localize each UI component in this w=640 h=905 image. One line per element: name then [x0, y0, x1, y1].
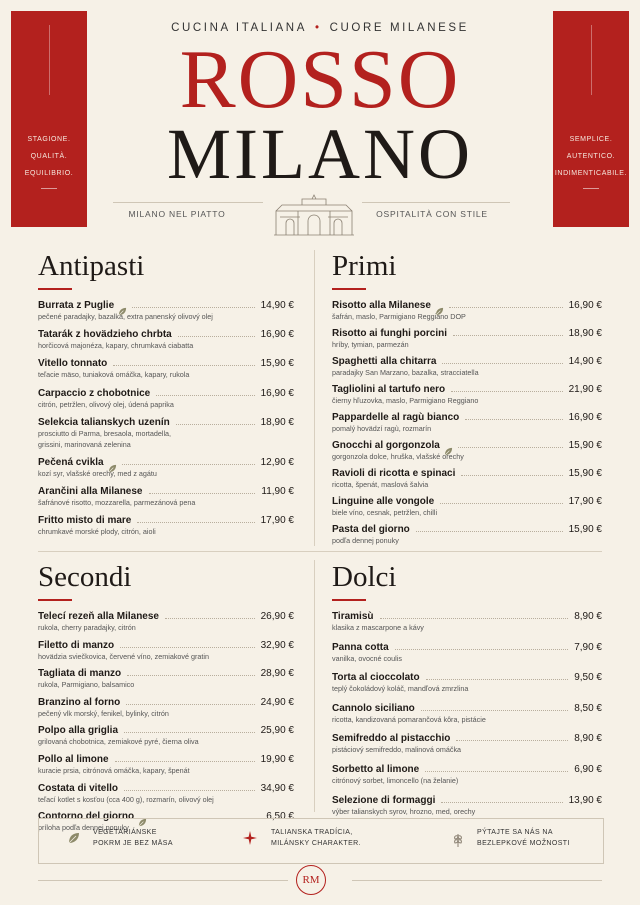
menu-item [38, 754, 294, 776]
menu-item-price: 15,90 € [568, 440, 602, 451]
menu-item-name: Branzino al forno [38, 696, 121, 708]
menu-item-price: 16,90 € [568, 300, 602, 311]
menu-item-description: pomalý hovädzí ragù, rozmarín [332, 424, 432, 433]
section-title-dolci: Dolci [332, 561, 397, 593]
leaf-icon [444, 443, 452, 451]
menu-item [332, 440, 602, 462]
menu-item-description: paradajky San Marzano, bazalka, stracciatella [332, 368, 479, 377]
menu-item [332, 703, 602, 725]
menu-item [38, 417, 294, 450]
menu-item-price: 8,50 € [574, 702, 602, 714]
menu-item-description: grissini, marinovaná zelenina [38, 439, 131, 449]
menu-item-price: 28,90 € [260, 668, 294, 680]
menu-item-name: Panna cotta [332, 641, 389, 653]
menu-item-description: ricotta, kandizovaná pomarančová kôra, pistácie [332, 714, 486, 724]
menu-item-price: 11,90 € [261, 486, 294, 498]
menu-item-price: 14,90 € [260, 300, 294, 311]
header-tagline: CUCINA ITALIANA • CUORE MILANESE [171, 22, 469, 34]
arch-building-icon [272, 193, 356, 237]
menu-item-name: Tagliolini al tartufo nero [332, 384, 446, 395]
title-milano: MILANO [167, 114, 473, 194]
menu-item-name: Fritto misto di mare [38, 515, 132, 527]
menu-item [38, 668, 294, 690]
menu-item [332, 468, 602, 490]
menu-item-name: Carpaccio z chobotnice [38, 387, 151, 399]
menu-item-description: teplý čokoládový koláč, mandľová zmrzlina [332, 684, 469, 694]
menu-item-description: kuracie prsia, citrónová omáčka, kapary, špenát [38, 765, 190, 775]
menu-item-name: Torta al cioccolato [332, 672, 420, 684]
menu-item-name: Tiramisù [332, 611, 374, 622]
menu-item-description: šafrán, maslo, Parmigiano Reggiano DOP [332, 312, 466, 321]
menu-item-price: 12,90 € [260, 456, 294, 468]
menu-item-description: teľací kotlet s kosťou (cca 400 g), rozmarín, olivový olej [38, 794, 214, 804]
menu-item-price: 17,90 € [568, 496, 602, 507]
menu-item-price: 8,90 € [574, 611, 602, 622]
leaf-icon [118, 303, 126, 311]
menu-item-price: 16,90 € [260, 329, 294, 341]
menu-item-description: hovädzia sviečkovica, červené víno, zemiakové gratin [38, 651, 209, 661]
star-icon [243, 831, 257, 845]
menu-item [332, 356, 602, 378]
leaf-icon [435, 303, 443, 311]
menu-item-name: Selekcia talianskych uzenín [38, 416, 170, 428]
menu-item [38, 300, 294, 322]
menu-item-name: Tagliata di manzo [38, 668, 122, 680]
menu-item-name: Tatarák z hovädzieho chrbta [38, 329, 172, 341]
wheat-icon [451, 831, 465, 847]
menu-item-name: Selezione di formaggi [332, 794, 436, 806]
section-title-antipasti: Antipasti [38, 250, 145, 282]
menu-item-price: 21,90 € [568, 384, 602, 395]
title-rosso: ROSSO [179, 33, 461, 126]
menu-item-price: 7,90 € [574, 641, 602, 653]
menu-item-name: Pappardelle al ragù bianco [332, 412, 460, 423]
leaf-icon [108, 460, 116, 468]
menu-item-description: gorgonzola dolce, hruška, vlašské orechy [332, 452, 464, 461]
menu-item-price: 16,90 € [568, 412, 602, 423]
leaf-icon [67, 831, 81, 845]
menu-item-description: kozí syr, vlašské orechy, med z agátu [38, 468, 157, 478]
menu-item-name: Filetto di manzo [38, 639, 115, 651]
menu-item-name: Linguine alle vongole [332, 496, 435, 507]
menu-item [38, 783, 294, 805]
section-secondi [38, 561, 294, 840]
menu-item-description: šafránové risotto, mozzarella, parmezánová pena [38, 498, 196, 508]
menu-item-price: 25,90 € [260, 725, 294, 737]
menu-item [332, 733, 602, 755]
subtitle-left: MILANO NEL PIATTO [128, 209, 226, 219]
menu-item-description: pistáciový semifreddo, malinová omáčka [332, 745, 462, 755]
menu-item-description: grilovaná chobotnica, zemiakové pyré, čierna oliva [38, 737, 199, 747]
menu-item-description: biele víno, cesnak, petržlen, chilli [332, 508, 438, 517]
menu-item-name: Contorno del giorno [38, 811, 135, 823]
menu-item [332, 524, 602, 546]
monogram-logo: RM [296, 865, 326, 895]
menu-item [38, 358, 294, 380]
menu-item-price: 14,90 € [568, 356, 602, 367]
veg-note: VEGETARIÁNSKE POKRM JE BEZ MÄSA [93, 829, 173, 847]
menu-item-price: 34,90 € [260, 782, 294, 794]
menu-item [38, 329, 294, 351]
menu-item [38, 640, 294, 662]
menu-item-name: Semifreddo al pistacchio [332, 733, 451, 745]
menu-item-price: 6,50 € [266, 811, 294, 823]
menu-item-name: Costata di vitello [38, 782, 119, 794]
menu-item-description: podľa dennej ponuky [332, 536, 399, 545]
menu-item-name: Risotto ai funghi porcini [332, 328, 447, 339]
section-title-secondi: Secondi [38, 561, 132, 593]
menu-item-description: chrumkavé morské plody, citrón, aioli [38, 527, 156, 537]
menu-item-name: Polpo alla griglia [38, 725, 119, 737]
menu-item-price: 26,90 € [260, 611, 294, 622]
menu-item-description: výber talianskych syrov, hrozno, med, orechy [332, 806, 476, 816]
menu-item-description: citrón, petržlen, olivový olej, údená paprika [38, 399, 174, 409]
menu-item-name: Spaghetti alla chitarra [332, 356, 437, 367]
menu-item-name: Burrata z Puglie [38, 300, 115, 311]
menu-item-price: 16,90 € [260, 387, 294, 399]
menu-item [38, 725, 294, 747]
menu-item-price: 6,90 € [574, 763, 602, 775]
section-title-primi: Primi [332, 250, 397, 282]
menu-item-name: Ravioli di ricotta e spinaci [332, 468, 456, 479]
menu-item-description: rukola, cherry paradajky, citrón [38, 623, 136, 632]
menu-item-description: horčicová majonéza, kapary, chrumkavá ciabatta [38, 341, 194, 351]
subtitle-right: OSPITALITÀ CON STILE [376, 209, 488, 219]
menu-item-description: prosciutto di Parma, bresaola, mortadella, [38, 428, 172, 438]
menu-item-name: Pollo al limone [38, 753, 109, 765]
menu-item-price: 15,90 € [568, 468, 602, 479]
footer-legend [38, 818, 604, 864]
menu-item-description: klasika z mascarpone a kávy [332, 623, 424, 632]
menu-item [332, 672, 602, 694]
menu-item-description: vanilka, ovocné coulis [332, 653, 402, 663]
menu-item-name: Risotto alla Milanese [332, 300, 431, 311]
menu-item [332, 795, 602, 817]
menu-item [332, 611, 602, 633]
menu-item [38, 486, 294, 508]
menu-item-description: ricotta, špenát, maslová šalvia [332, 480, 429, 489]
menu-item-price: 13,90 € [568, 794, 602, 806]
menu-item [332, 384, 602, 406]
menu-item [332, 328, 602, 350]
menu-item [332, 300, 602, 322]
left-banner-text: STAGIONE. QUALITÀ. EQUILIBRIO. [24, 136, 74, 177]
menu-item-description: čierny hľuzovka, maslo, Parmigiano Reggiano [332, 396, 479, 405]
menu-item [38, 611, 294, 633]
menu-item-description: pečený vlk morský, fenikel, bylinky, citrón [38, 708, 169, 718]
tradition-note: TALIANSKA TRADÍCIA, MILÁNSKY CHARAKTER. [271, 829, 361, 847]
menu-item-price: 32,90 € [260, 639, 294, 651]
menu-item-name: Pečená cvikla [38, 456, 104, 468]
menu-item-price: 24,90 € [260, 696, 294, 708]
gluten-note: PÝTAJTE SA NÁS NA BEZLEPKOVÉ MOŽNOSTI [477, 829, 570, 847]
menu-item [38, 697, 294, 719]
menu-item-description: citrónový sorbet, limoncello (na želanie) [332, 775, 459, 785]
menu-item-price: 15,90 € [260, 358, 294, 370]
menu-item-price: 15,90 € [568, 524, 602, 535]
menu-item [332, 496, 602, 518]
section-antipasti [38, 250, 294, 545]
menu-item-price: 18,90 € [568, 328, 602, 339]
menu-item-name: Cannolo siciliano [332, 702, 415, 714]
menu-item [38, 457, 294, 479]
menu-item-name: Vitello tonnato [38, 358, 108, 370]
menu-item-price: 8,90 € [574, 733, 602, 745]
menu-item [332, 642, 602, 664]
menu-item [332, 764, 602, 786]
menu-item-price: 17,90 € [260, 515, 294, 527]
menu-item-name: Pasta del giorno [332, 524, 410, 535]
menu-item-description: pečené paradajky, bazalka, extra panenský olivový olej [38, 312, 213, 321]
right-banner-text: SEMPLICE. AUTENTICO. INDIMENTICABILE. [554, 136, 628, 177]
menu-item-name: Arančini alla Milanese [38, 486, 143, 498]
menu-item [38, 388, 294, 410]
menu-item-name: Sorbetto al limone [332, 763, 420, 775]
menu-item-description: príloha podľa dennej ponuky [38, 823, 129, 833]
menu-item-name: Gnocchi al gorgonzola [332, 440, 440, 451]
menu-item [38, 515, 294, 537]
menu-item-description: rukola, Parmigiano, balsamico [38, 680, 135, 690]
menu-item-name: Telecí rezeň alla Milanese [38, 611, 159, 622]
section-primi [332, 250, 602, 552]
menu-item [332, 412, 602, 434]
menu-item-price: 9,50 € [574, 672, 602, 684]
menu-item-description: teľacie mäso, tuniaková omáčka, kapary, rukola [38, 370, 190, 380]
menu-item-description: hríby, tymian, parmezán [332, 340, 409, 349]
section-dolci [332, 561, 602, 825]
menu-item-price: 19,90 € [260, 753, 294, 765]
menu-item-price: 18,90 € [260, 416, 294, 428]
